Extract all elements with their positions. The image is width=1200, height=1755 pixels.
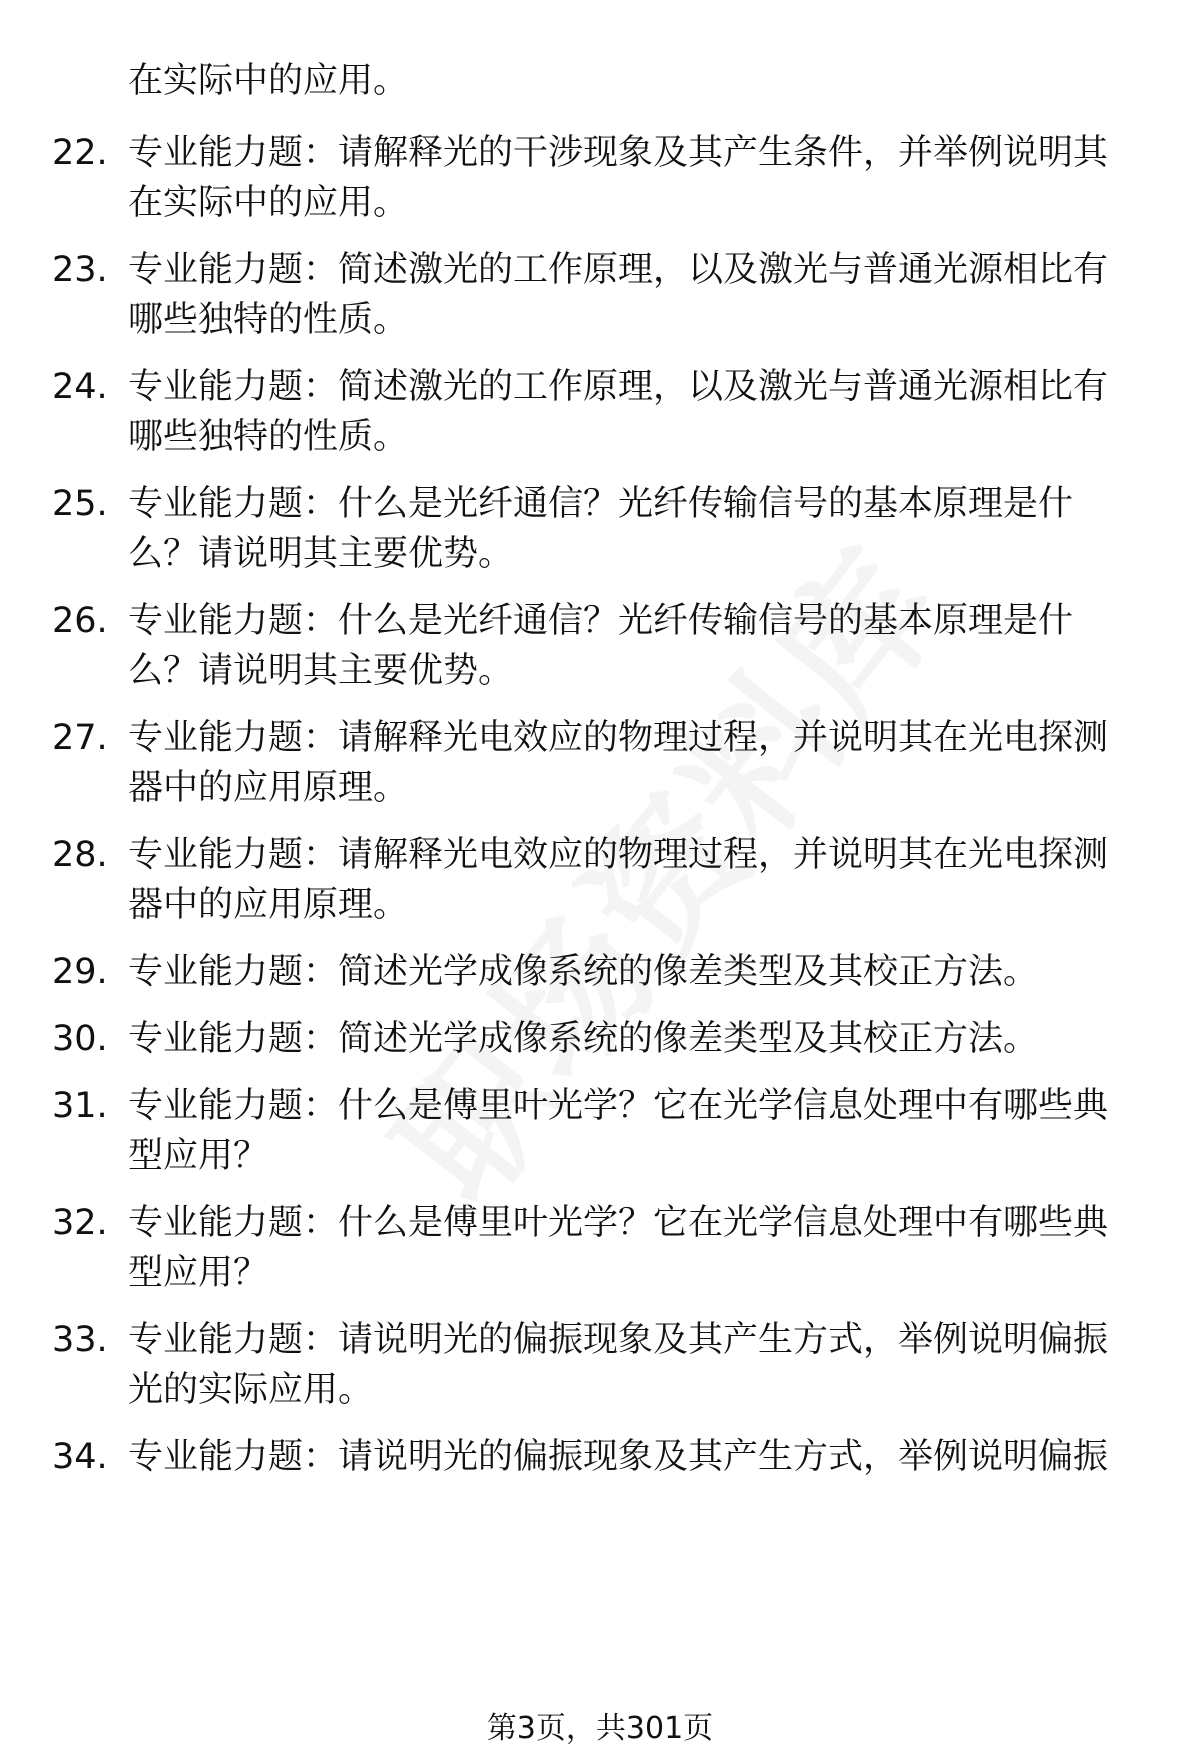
question-number: 22.: [52, 133, 108, 173]
question-item: [0, 245, 1200, 345]
question-text: 专业能力题：简述激光的工作原理，以及激光与普通光源相比有哪些独特的性质。: [128, 367, 1109, 457]
question-item: [0, 128, 1200, 228]
question-number: 24.: [52, 367, 108, 407]
question-number: 33.: [52, 1320, 108, 1360]
question-number: 27.: [52, 718, 108, 758]
question-text: 专业能力题：简述光学成像系统的像差类型及其校正方法。: [128, 1019, 1039, 1059]
question-text: 专业能力题：请说明光的偏振现象及其产生方式，举例说明偏振: [128, 1437, 1109, 1477]
question-item: [0, 596, 1200, 696]
question-text: 专业能力题：什么是傅里叶光学？它在光学信息处理中有哪些典型应用？: [128, 1086, 1109, 1176]
question-number: 34.: [52, 1437, 108, 1477]
question-text: 专业能力题：简述激光的工作原理，以及激光与普通光源相比有哪些独特的性质。: [128, 250, 1109, 340]
question-item: [0, 1198, 1200, 1298]
page-footer: 第3页，共301页: [486, 1711, 714, 1746]
question-item: [0, 713, 1200, 813]
question-number: 31.: [52, 1086, 108, 1126]
question-item: [0, 1315, 1200, 1415]
question-text: 专业能力题：简述光学成像系统的像差类型及其校正方法。: [128, 952, 1039, 992]
question-text: 专业能力题：请解释光的干涉现象及其产生条件，并举例说明其在实际中的应用。: [128, 133, 1109, 223]
question-number: 29.: [52, 952, 108, 992]
question-number: 26.: [52, 601, 108, 641]
question-item: [0, 1014, 1200, 1064]
question-item: [0, 479, 1200, 579]
question-text: 专业能力题：什么是傅里叶光学？它在光学信息处理中有哪些典型应用？: [128, 1203, 1109, 1293]
continuation-text: 在实际中的应用。: [128, 61, 409, 101]
question-item: [0, 1081, 1200, 1181]
question-number: 23.: [52, 250, 108, 290]
question-text: 专业能力题：什么是光纤通信？光纤传输信号的基本原理是什么？请说明其主要优势。: [128, 484, 1074, 574]
question-item: [0, 947, 1200, 997]
question-item: [0, 1432, 1200, 1482]
question-text: 专业能力题：请说明光的偏振现象及其产生方式，举例说明偏振光的实际应用。: [128, 1320, 1109, 1410]
question-number: 30.: [52, 1019, 108, 1059]
question-number: 28.: [52, 835, 108, 875]
question-item: [0, 362, 1200, 462]
question-text: 专业能力题：什么是光纤通信？光纤传输信号的基本原理是什么？请说明其主要优势。: [128, 601, 1074, 691]
question-number: 25.: [52, 484, 108, 524]
question-text: 专业能力题：请解释光电效应的物理过程，并说明其在光电探测器中的应用原理。: [128, 718, 1109, 808]
question-item: [0, 830, 1200, 930]
question-number: 32.: [52, 1203, 108, 1243]
question-text: 专业能力题：请解释光电效应的物理过程，并说明其在光电探测器中的应用原理。: [128, 835, 1109, 925]
